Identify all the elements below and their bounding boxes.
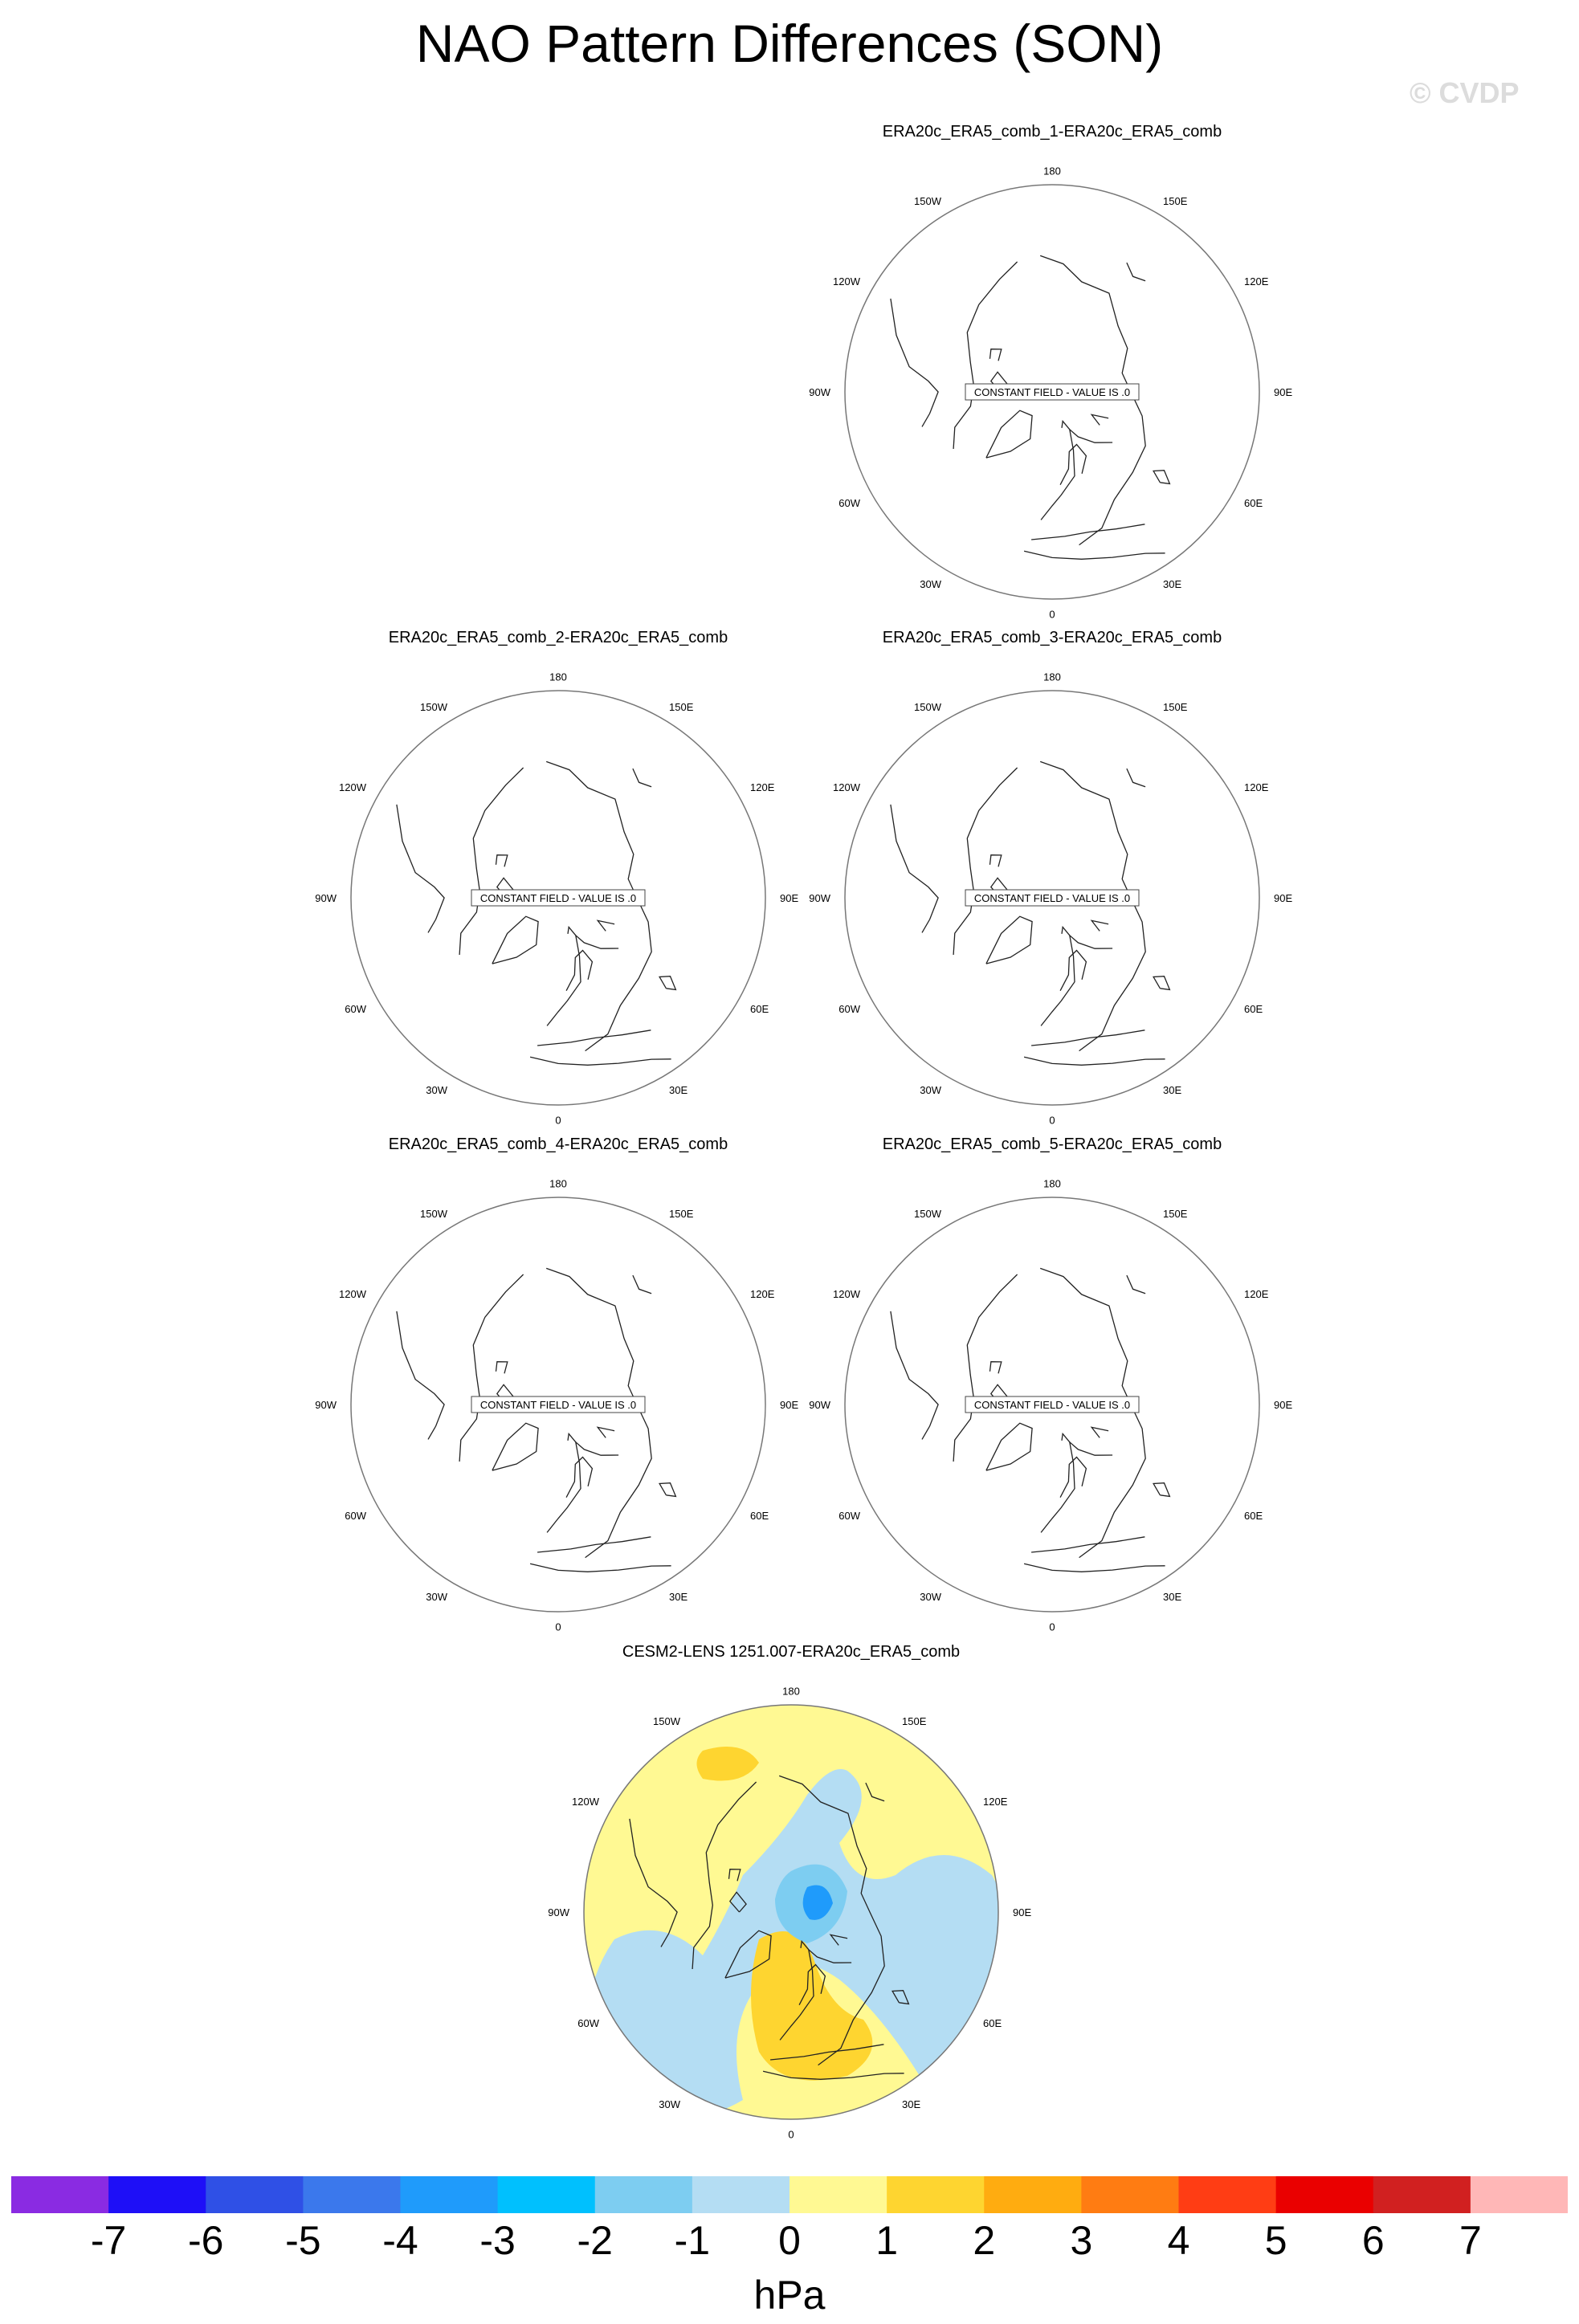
longitude-label-0: 0 [555, 1114, 561, 1126]
longitude-label-90w: 90W [315, 1399, 337, 1411]
constant-field-text: CONSTANT FIELD - VALUE IS .0 [973, 892, 1131, 904]
longitude-label-90e: 90E [1013, 1906, 1032, 1918]
colorbar-units: hPa [753, 2273, 826, 2318]
panel-title: ERA20c_ERA5_comb_1-ERA20c_ERA5_comb [882, 123, 1222, 141]
longitude-label-60w: 60W [838, 497, 860, 509]
longitude-label-120e: 120E [750, 781, 775, 793]
longitude-label-30w: 30W [920, 578, 941, 591]
longitude-label-30w: 30W [659, 2098, 680, 2111]
longitude-label-60e: 60E [1244, 1003, 1263, 1015]
colorbar-segment [303, 2176, 401, 2213]
longitude-label-180: 180 [782, 1685, 800, 1698]
longitude-label-60w: 60W [345, 1003, 366, 1015]
longitude-label-150w: 150W [420, 1208, 447, 1220]
longitude-label-120w: 120W [339, 781, 366, 793]
panel-title: ERA20c_ERA5_comb_5-ERA20c_ERA5_comb [882, 1135, 1222, 1153]
longitude-label-60e: 60E [750, 1003, 769, 1015]
constant-field-label [965, 890, 1139, 906]
longitude-label-120e: 120E [1244, 275, 1269, 287]
longitude-label-30w: 30W [426, 1591, 447, 1604]
constant-field-text: CONSTANT FIELD - VALUE IS .0 [479, 892, 637, 904]
longitude-label-120w: 120W [339, 1288, 366, 1300]
colorbar-tick-label: 2 [973, 2218, 996, 2263]
longitude-label-120e: 120E [983, 1796, 1008, 1808]
panel-title: CESM2-LENS 1251.007-ERA20c_ERA5_comb [622, 1643, 961, 1661]
longitude-label-90w: 90W [809, 386, 830, 398]
longitude-label-180: 180 [549, 1177, 567, 1190]
colorbar-tick-label: 1 [875, 2218, 899, 2263]
longitude-label-90w: 90W [809, 1399, 830, 1411]
colorbar-segment [1179, 2176, 1277, 2213]
colorbar-tick-label: -7 [90, 2218, 127, 2263]
longitude-label-150e: 150E [1163, 195, 1188, 207]
colorbar-tick-label: -2 [577, 2218, 613, 2263]
map-panel-5 [803, 1135, 1301, 1633]
map-panel-2 [309, 628, 807, 1126]
colorbar-segment [1373, 2176, 1471, 2213]
longitude-label-30w: 30W [426, 1084, 447, 1097]
polar-map [309, 1151, 807, 1633]
longitude-label-180: 180 [1043, 1177, 1061, 1190]
longitude-label-180: 180 [1043, 165, 1061, 177]
longitude-label-60w: 60W [577, 2017, 599, 2029]
longitude-label-60w: 60W [345, 1510, 366, 1522]
colorbar-tick-label: -5 [285, 2218, 321, 2263]
longitude-label-60e: 60E [1244, 1510, 1263, 1522]
longitude-label-30e: 30E [1163, 1591, 1182, 1604]
colorbar-segment [1471, 2176, 1568, 2213]
colorbar-segment [206, 2176, 304, 2213]
colorbar-segment [11, 2176, 109, 2213]
colorbar-tick-label: 5 [1264, 2218, 1287, 2263]
colorbar-segment [108, 2176, 206, 2213]
longitude-label-30e: 30E [1163, 1084, 1182, 1097]
constant-field-text: CONSTANT FIELD - VALUE IS .0 [973, 1399, 1131, 1411]
colorbar-tick-label: -6 [188, 2218, 224, 2263]
constant-field-label [471, 1396, 645, 1413]
colorbar-tick-label: -1 [674, 2218, 711, 2263]
colorbar-tick-label: 0 [778, 2218, 801, 2263]
colorbar-segment [498, 2176, 596, 2213]
polar-map [803, 644, 1301, 1126]
colorbar-segment [1081, 2176, 1179, 2213]
colorbar-segment [984, 2176, 1082, 2213]
longitude-label-30w: 30W [920, 1591, 941, 1604]
constant-field-text: CONSTANT FIELD - VALUE IS .0 [479, 1399, 637, 1411]
longitude-label-150w: 150W [653, 1715, 680, 1727]
longitude-label-30e: 30E [1163, 578, 1182, 591]
longitude-label-60e: 60E [750, 1510, 769, 1522]
longitude-label-120w: 120W [833, 1288, 860, 1300]
longitude-label-60w: 60W [838, 1510, 860, 1522]
longitude-label-0: 0 [1049, 608, 1055, 620]
panel-title: ERA20c_ERA5_comb_4-ERA20c_ERA5_comb [388, 1135, 728, 1153]
colorbar [11, 2176, 1568, 2215]
panel-title: ERA20c_ERA5_comb_2-ERA20c_ERA5_comb [388, 629, 728, 646]
longitude-label-180: 180 [1043, 671, 1061, 683]
longitude-label-150e: 150E [1163, 701, 1188, 713]
longitude-label-60e: 60E [983, 2017, 1002, 2029]
longitude-label-60w: 60W [838, 1003, 860, 1015]
longitude-label-0: 0 [1049, 1114, 1055, 1126]
colorbar-segment [1276, 2176, 1374, 2213]
longitude-label-90e: 90E [1274, 892, 1293, 904]
polar-map [309, 644, 807, 1126]
longitude-label-120w: 120W [833, 781, 860, 793]
longitude-label-120e: 120E [750, 1288, 775, 1300]
colorbar-segment [595, 2176, 693, 2213]
longitude-label-0: 0 [1049, 1621, 1055, 1633]
longitude-label-150w: 150W [420, 701, 447, 713]
longitude-label-150w: 150W [914, 1208, 941, 1220]
longitude-label-30e: 30E [669, 1591, 688, 1604]
colorbar-tick-label: 4 [1167, 2218, 1190, 2263]
longitude-label-30w: 30W [920, 1084, 941, 1097]
colorbar-tick-label: 6 [1361, 2218, 1385, 2263]
longitude-label-120e: 120E [1244, 1288, 1269, 1300]
map-panel-6 [542, 1642, 1040, 2140]
longitude-label-60e: 60E [1244, 497, 1263, 509]
longitude-label-30e: 30E [669, 1084, 688, 1097]
longitude-label-180: 180 [549, 671, 567, 683]
polar-map [542, 1658, 1040, 2140]
longitude-label-150w: 150W [914, 195, 941, 207]
cvdp-watermark: © CVDP [1410, 76, 1520, 109]
panel-title: ERA20c_ERA5_comb_3-ERA20c_ERA5_comb [882, 629, 1222, 646]
colorbar-segment [401, 2176, 499, 2213]
map-panel-1 [803, 122, 1301, 620]
longitude-label-150e: 150E [669, 701, 694, 713]
longitude-label-0: 0 [555, 1621, 561, 1633]
longitude-label-150e: 150E [902, 1715, 927, 1727]
longitude-label-90e: 90E [1274, 386, 1293, 398]
longitude-label-90w: 90W [809, 892, 830, 904]
constant-field-label [965, 1396, 1139, 1413]
colorbar-tick-label: 7 [1459, 2218, 1482, 2263]
longitude-label-90e: 90E [780, 1399, 799, 1411]
polar-map [803, 1151, 1301, 1633]
figure-title: NAO Pattern Differences (SON) [415, 14, 1164, 73]
constant-field-text: CONSTANT FIELD - VALUE IS .0 [973, 386, 1131, 398]
longitude-label-0: 0 [788, 2128, 794, 2140]
map-panel-3 [803, 628, 1301, 1126]
longitude-label-150w: 150W [914, 701, 941, 713]
colorbar-tick-label: 3 [1070, 2218, 1093, 2263]
longitude-label-150e: 150E [1163, 1208, 1188, 1220]
longitude-label-30e: 30E [902, 2098, 921, 2111]
longitude-label-90w: 90W [315, 892, 337, 904]
polar-map [803, 138, 1301, 620]
map-panel-4 [309, 1135, 807, 1633]
longitude-label-150e: 150E [669, 1208, 694, 1220]
longitude-label-120w: 120W [572, 1796, 599, 1808]
longitude-label-90w: 90W [548, 1906, 569, 1918]
colorbar-tick-label: -3 [479, 2218, 516, 2263]
longitude-label-120w: 120W [833, 275, 860, 287]
colorbar-segment [692, 2176, 790, 2213]
longitude-label-90e: 90E [1274, 1399, 1293, 1411]
colorbar-tick-label: -4 [382, 2218, 418, 2263]
colorbar-segment [887, 2176, 985, 2213]
longitude-label-120e: 120E [1244, 781, 1269, 793]
colorbar-segment [790, 2176, 887, 2213]
longitude-label-90e: 90E [780, 892, 799, 904]
constant-field-label [471, 890, 645, 906]
constant-field-label [965, 384, 1139, 400]
